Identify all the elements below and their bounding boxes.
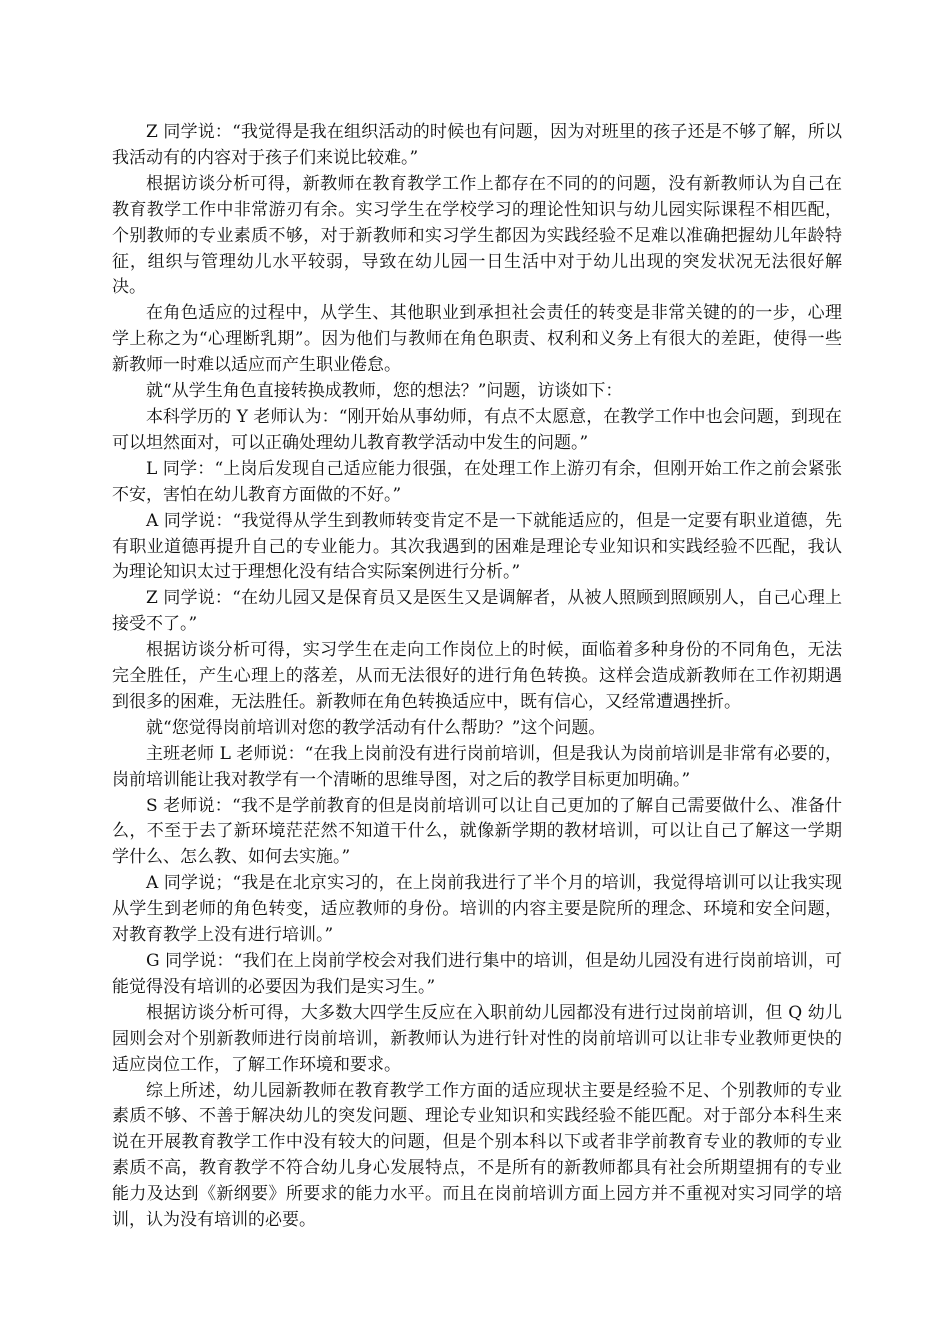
paragraph: 根据访谈分析可得，大多数大四学生反应在入职前幼儿园都没有进行过岗前培训，但 Q 幼儿园则会对个别新教师进行岗前培训，新教师认为进行针对性的岗前培训可以让非专业教师更快的适应岗位工作，了解工作环境和要求。 <box>112 1002 842 1075</box>
paragraph: 就“从学生角色直接转换成教师，您的想法？”问题，访谈如下： <box>146 381 623 402</box>
paragraph: 就“您觉得岗前培训对您的教学活动有什么帮助？”这个问题。 <box>146 717 606 738</box>
paragraph: L 同学：“上岗后发现自己适应能力很强，在处理工作上游刃有余，但刚开始工作之前会紧张不安，害怕在幼儿教育方面做的不好。” <box>112 458 842 505</box>
paragraph: 在角色适应的过程中，从学生、其他职业到承担社会责任的转变是非常关键的的一步，心理学上称之为“心理断乳期”。因为他们与教师在角色职责、权利和义务上有很大的差距，使得一些新教师一时难以适应而产生职业倦怠。 <box>112 303 842 376</box>
paragraph: 本科学历的 Y 老师认为：“刚开始从事幼师，有点不太愿意，在教学工作中也会问题，到现在可以坦然面对，可以正确处理幼儿教育教学活动中发生的问题。” <box>112 406 842 453</box>
paragraph: Z 同学说：“在幼儿园又是保育员又是医生又是调解者，从被人照顾到照顾别人，自己心理上接受不了。” <box>112 588 842 635</box>
paragraph: A 同学说；“我是在北京实习的，在上岗前我进行了半个月的培训，我觉得培训可以让我实现从学生到老师的角色转变，适应教师的身份。培训的内容主要是院所的理念、环境和安全问题，对教育教学上没有进行培训。” <box>112 873 842 946</box>
paragraph: 主班老师 L 老师说：“在我上岗前没有进行岗前培训，但是我认为岗前培训是非常有必要的，岗前培训能让我对教学有一个清晰的思维导图，对之后的教学目标更加明确。” <box>112 743 842 790</box>
document-body <box>112 120 842 1234</box>
paragraph: Z 同学说：“我觉得是我在组织活动的时候也有问题，因为对班里的孩子还是不够了解，所以我活动有的内容对于孩子们来说比较难。” <box>112 122 842 168</box>
paragraph: G 同学说：“我们在上岗前学校会对我们进行集中的培训，但是幼儿园没有进行岗前培训，可能觉得没有培训的必要因为我们是实习生。” <box>112 951 842 997</box>
paragraph: 根据访谈分析可得，实习学生在走向工作岗位上的时候，面临着多种身份的不同角色，无法完全胜任，产生心理上的落差，从而无法很好的进行角色转换。这样会造成新教师在工作初期遇到很多的困难，无法胜任。新教师在角色转换适应中，既有信心，又经常遭遇挫折。 <box>112 640 842 712</box>
paragraph: 综上所述，幼儿园新教师在教育教学工作方面的适应现状主要是经验不足、个别教师的专业素质不够、不善于解决幼儿的突发问题、理论专业知识和实践经验不能匹配。对于部分本科生来说在开展教育教学工作中没有较大的问题，但是个别本科以下或者非学前教育专业的教师的专业素质不高，教育教学不符合幼儿身心发展特点，不是所有的新教师都具有社会所期望拥有的专业能力及达到《新纲要》所要求的能力水平。而且在岗前培训方面上园方并不重视对实习同学的培训，认为没有培训的必要。 <box>112 1080 842 1231</box>
paragraph: S 老师说：“我不是学前教育的但是岗前培训可以让自己更加的了解自己需要做什么、准备什么，不至于去了新环境茫茫然不知道干什么，就像新学期的教材培训，可以让自己了解这一学期学什么、怎么教、如何去实施。” <box>112 795 842 868</box>
paragraph: A 同学说：“我觉得从学生到教师转变肯定不是一下就能适应的，但是一定要有职业道德，先有职业道德再提升自己的专业能力。其次我遇到的困难是理论专业知识和实践经验不匹配，我认为理论知识太过于理想化没有结合实际案例进行分析。” <box>112 510 842 583</box>
paragraph: 根据访谈分析可得，新教师在教育教学工作上都存在不同的的问题，没有新教师认为自己在教育教学工作中非常游刃有余。实习学生在学校学习的理论性知识与幼儿园实际课程不相匹配，个别教师的专业素质不够，对于新教师和实习学生都因为实践经验不足难以准确把握幼儿年龄特征，组织与管理幼儿水平较弱，导致在幼儿园一日生活中对于幼儿出现的突发状况无法很好解决。 <box>112 173 842 298</box>
